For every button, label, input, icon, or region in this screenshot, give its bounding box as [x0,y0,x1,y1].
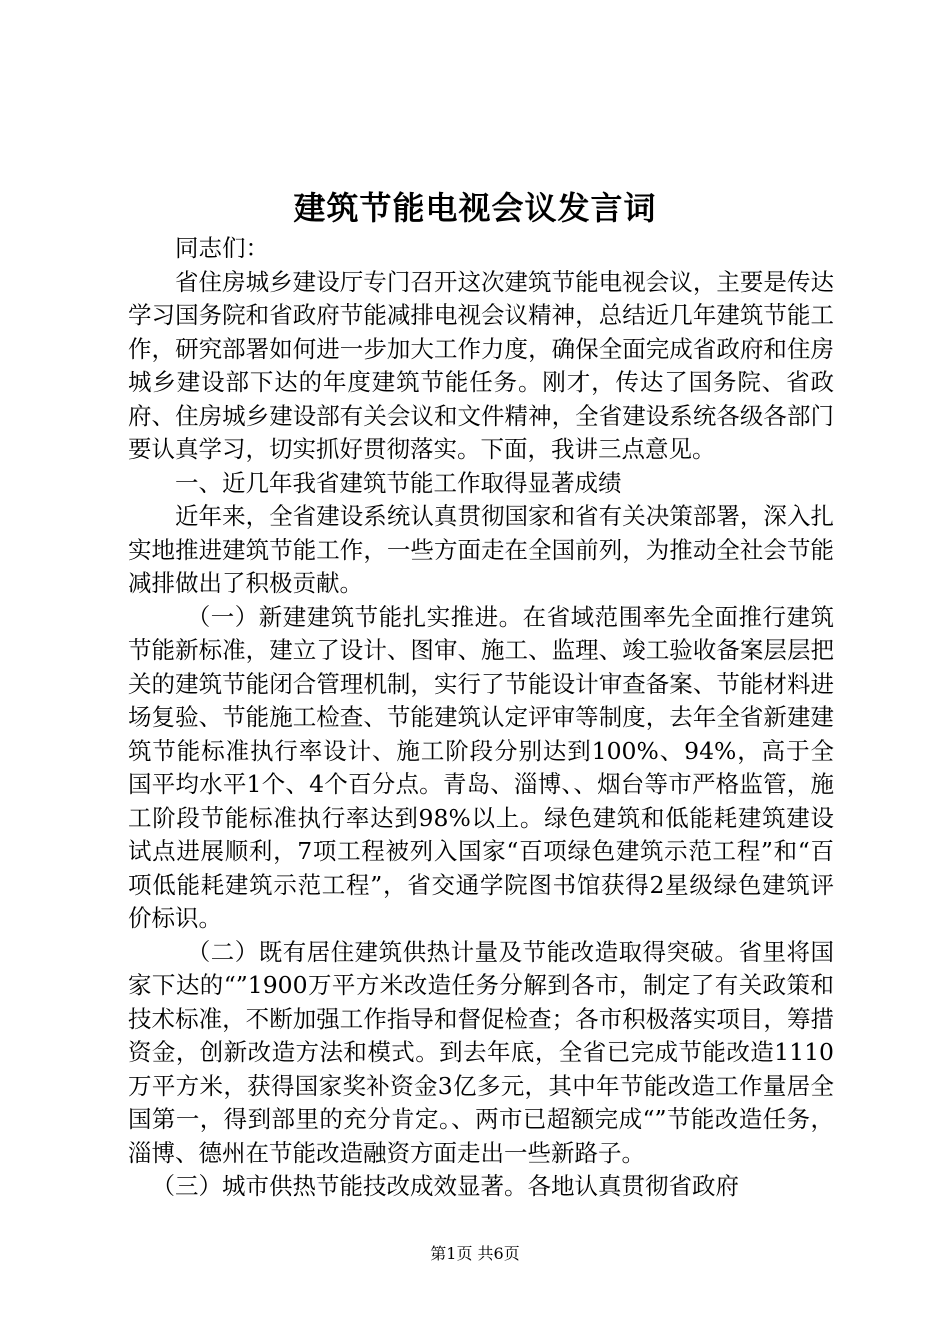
section-heading-1: 一、近几年我省建筑节能工作取得显著成绩 [175,468,622,497]
paragraph-intro: 省住房城乡建设厅专门召开这次建筑节能电视会议，主要是传达学习国务院和省政府节能减排电视会议精神，总结近几年建筑节能工作，研究部署如何进一步加大工作力度，确保全面完成省政府和住房城乡建设部下达的年度建筑节能任务。刚才，传达了国务院、省政府、住房城乡建设部有关会议和文件精神，全省建设系统各级各部门要认真学习，切实抓好贯彻落实。下面，我讲三点意见。 [128,267,834,463]
paragraph-item-2: （二）既有居住建筑供热计量及节能改造取得突破。省里将国家下达的“”1900万平方米改造任务分解到各市，制定了有关政策和技术标准，不断加强工作指导和督促检查；各市积极落实项目，筹措资金，创新改造方法和模式。到去年底，全省已完成节能改造1110万平方米，获得国家奖补资金3亿多元，其中年节能改造工作量居全国第一，得到部里的充分肯定。、两市已超额完成“”节能改造任务，淄博、德州在节能改造融资方面走出一些新路子。 [128,937,834,1167]
paragraph-item-3: （三）城市供热节能技改成效显著。各地认真贯彻省政府 [151,1172,739,1200]
document-title: 建筑节能电视会议发言词 [293,189,657,227]
document-body [128,232,834,1204]
paragraph-overview: 近年来，全省建设系统认真贯彻国家和省有关决策部署，深入扎实地推进建筑节能工作，一些方面走在全国前列，为推动全社会节能减排做出了积极贡献。 [128,502,834,597]
page-footer: 第1页 共6页 [430,1244,520,1263]
paragraph-item-1: （一）新建建筑节能扎实推进。在省域范围率先全面推行建筑节能新标准，建立了设计、图审、施工、监理、竣工验收备案层层把关的建筑节能闭合管理机制，实行了节能设计审查备案、节能材料进场复验、节能施工检查、节能建筑认定评审等制度，去年全省新建建筑节能标准执行率设计、施工阶段分别达到100%、94%，高于全国平均水平1个、4个百分点。青岛、淄博、、烟台等市严格监管，施工阶段节能标准执行率达到98%以上。绿色建筑和低能耗建筑建设试点进展顺利，7项工程被列入国家“百项绿色建筑示范工程”和“百项低能耗建筑示范工程”，省交通学院图书馆获得2星级绿色建筑评价标识。 [128,602,834,932]
salutation: 同志们： [175,234,269,262]
